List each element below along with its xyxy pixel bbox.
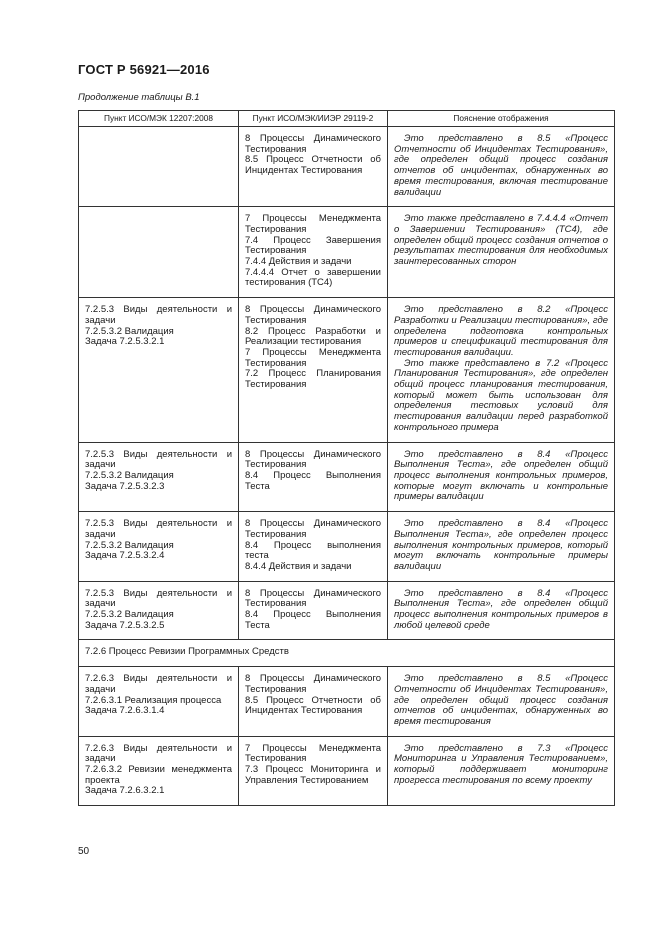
section-row-cell: 7.2.6 Процесс Ревизии Программных Средств bbox=[79, 640, 615, 667]
cell-line: 7.2 Процесс Планирования Тестирования bbox=[245, 368, 381, 391]
cell-line: Это представлено в 8.5 «Процесс Отчетности об Инцидентах Тестирования», где определен общий процесс создания отчетов об инцидентах, обнаруженных во время тестирования, включая тестирование валидации bbox=[394, 133, 608, 198]
cell-iso29119 bbox=[239, 442, 388, 512]
cell-line: 7.2.5.3 Виды деятельности и задачи bbox=[85, 518, 232, 540]
cell-line: 7.2.6.3.1 Реализация процесса bbox=[85, 694, 222, 706]
cell-iso29119 bbox=[239, 127, 388, 207]
cell-line: 8.5 Процесс Отчетности об Инцидентах Тестирования bbox=[245, 154, 381, 177]
cell-iso12207 bbox=[79, 581, 239, 640]
cell-iso12207 bbox=[79, 512, 239, 582]
column-header-iso29119: Пункт ИСО/МЭК/ИИЭР 29119-2 bbox=[239, 111, 388, 127]
table-row bbox=[79, 298, 615, 442]
cell-line: 7.4 Процесс Завершения Тестирования bbox=[245, 234, 381, 257]
cell-line: 7.2.5.3.2 Валидация bbox=[85, 325, 174, 337]
cell-explanation bbox=[388, 512, 615, 582]
cell-line: 7 Процессы Менеджмента Тестирования bbox=[245, 346, 381, 369]
cell-line: 7.2.5.3.2 Валидация bbox=[85, 539, 174, 551]
cell-line: 7.2.5.3 Виды деятельности и задачи bbox=[85, 304, 232, 326]
column-header-explanation: Пояснение отображения bbox=[388, 111, 615, 127]
cell-line: 8.5 Процесс Отчетности об Инцидентах Тестирования bbox=[245, 694, 381, 717]
cell-iso29119 bbox=[239, 736, 388, 806]
cell-line: 7.2.6.3 Виды деятельности и задачи bbox=[85, 673, 232, 695]
cell-line: Задача 7.2.5.3.2.3 bbox=[85, 480, 165, 492]
cell-line: 7.2.5.3.2 Валидация bbox=[85, 469, 174, 481]
cell-line: 8.2 Процесс Разработки и Реализации тестирования bbox=[245, 325, 381, 348]
table-row bbox=[79, 127, 615, 207]
cell-line: 8 Процессы Динамического Тестирования bbox=[245, 587, 381, 610]
page-number: 50 bbox=[78, 846, 90, 857]
cell-iso29119 bbox=[239, 581, 388, 640]
column-header-iso12207: Пункт ИСО/МЭК 12207:2008 bbox=[79, 111, 239, 127]
cell-line: Это представлено в 8.4 «Процесс Выполнения Теста», где определен общий процесс выполнения контрольных примеров, которые могут включать и контрольные примеры валидации bbox=[394, 448, 608, 503]
cell-line: 8 Процессы Динамического Тестирования bbox=[245, 673, 381, 695]
cell-iso12207 bbox=[79, 667, 239, 737]
cell-explanation bbox=[388, 127, 615, 207]
cell-line: 7.2.6.3.2 Ревизии менеджмента проекта bbox=[85, 764, 232, 786]
cell-line: 8 Процессы Динамического Тестирования bbox=[245, 133, 381, 155]
table-row bbox=[79, 442, 615, 512]
cell-line: Это представлено в 7.3 «Процесс Мониторинга и Управления Тестированием», который поддерживает мониторинг прогресса тестирования по всему проекту bbox=[394, 742, 608, 786]
cell-line: 7.2.5.3 Виды деятельности и задачи bbox=[85, 448, 232, 471]
table-row bbox=[79, 512, 615, 582]
cell-line: 7.2.5.3 Виды деятельности и задачи bbox=[85, 587, 232, 610]
cell-line: Задача 7.2.6.3.2.1 bbox=[85, 785, 165, 797]
cell-iso12207 bbox=[79, 298, 239, 442]
cell-line: 8 Процессы Динамического Тестирования bbox=[245, 304, 381, 326]
cell-iso12207 bbox=[79, 207, 239, 298]
table-row bbox=[79, 640, 615, 667]
table-header-row bbox=[79, 111, 615, 127]
cell-line: 8.4 Процесс Выполнения Теста bbox=[245, 469, 381, 492]
cell-explanation bbox=[388, 581, 615, 640]
cell-line: Это представлено в 8.2 «Процесс Разработки и Реализации тестирования», где определена подготовка контрольных примеров и спецификаций тестирования для тестирования валидации. bbox=[394, 304, 608, 358]
cell-iso12207 bbox=[79, 442, 239, 512]
cell-line: 8 Процессы Динамического Тестирования bbox=[245, 448, 381, 471]
table-row bbox=[79, 207, 615, 298]
cell-line: Это представлено в 8.4 «Процесс Выполнения Теста», где определен общий процесс выполнения контрольных примеров в любой целевой среде bbox=[394, 587, 608, 631]
cell-iso29119 bbox=[239, 512, 388, 582]
cell-line: Это также представлено в 7.4.4.4 «Отчет о Завершении Тестирования» (TC4), где определен общий процесс создания отчетов о результатах тестирования для необходимых заинтересованных сторон bbox=[394, 213, 608, 268]
cell-line: Это также представлено в 7.2 «Процесс Планирования Тестирования», где определен общий процесс планирования тестирования, который может быть использован для определения тестовых условий для тестирования валидации перед разработкой контрольного примера bbox=[394, 357, 608, 433]
cell-line: 7 Процессы Менеджмента Тестирования bbox=[245, 213, 381, 235]
cell-line: 8 Процессы Динамического Тестирования bbox=[245, 518, 381, 540]
cell-explanation bbox=[388, 298, 615, 442]
cell-explanation bbox=[388, 442, 615, 512]
cell-explanation bbox=[388, 207, 615, 298]
mapping-table bbox=[78, 110, 615, 806]
cell-iso29119 bbox=[239, 207, 388, 298]
cell-line: Задача 7.2.5.3.2.5 bbox=[85, 619, 165, 631]
cell-line: 7.4.4.4 Отчет о завершении тестирования (TC4) bbox=[245, 266, 381, 289]
cell-line: Задача 7.2.6.3.1.4 bbox=[85, 705, 165, 717]
cell-line: Задача 7.2.5.3.2.1 bbox=[85, 336, 165, 348]
cell-line: 7.2.6.3 Виды деятельности и задачи bbox=[85, 742, 232, 765]
cell-explanation bbox=[388, 736, 615, 806]
cell-line: Это представлено в 8.5 «Процесс Отчетности об Инцидентах Тестирования», где определен общий процесс создания отчетов об инцидентах, обнаруженных во время тестирования bbox=[394, 673, 608, 727]
cell-line: Задача 7.2.5.3.2.4 bbox=[85, 550, 165, 562]
cell-iso29119 bbox=[239, 298, 388, 442]
cell-line: 7.2.5.3.2 Валидация bbox=[85, 609, 174, 621]
table-row bbox=[79, 736, 615, 806]
cell-iso12207 bbox=[79, 127, 239, 207]
table-caption: Продолжение таблицы В.1 bbox=[78, 92, 200, 103]
cell-line: Это представлено в 8.4 «Процесс Выполнения Теста», где определен процесс выполнения контрольных примеров, который могут включать контрольные примеры валидации bbox=[394, 518, 608, 572]
cell-line: 8.4 Процесс Выполнения Теста bbox=[245, 609, 381, 631]
cell-iso29119 bbox=[239, 667, 388, 737]
cell-line: 8.4 Процесс выполнения теста bbox=[245, 539, 381, 562]
cell-explanation bbox=[388, 667, 615, 737]
cell-line: 8.4.4 Действия и задачи bbox=[245, 560, 352, 572]
table-row bbox=[79, 581, 615, 640]
cell-line: 7.3 Процесс Мониторинга и Управления Тестированием bbox=[245, 764, 381, 786]
cell-iso12207 bbox=[79, 736, 239, 806]
table-row bbox=[79, 667, 615, 737]
document-code: ГОСТ Р 56921—2016 bbox=[78, 62, 210, 77]
cell-line: 7 Процессы Менеджмента Тестирования bbox=[245, 742, 381, 765]
cell-line: 7.4.4 Действия и задачи bbox=[245, 256, 352, 268]
